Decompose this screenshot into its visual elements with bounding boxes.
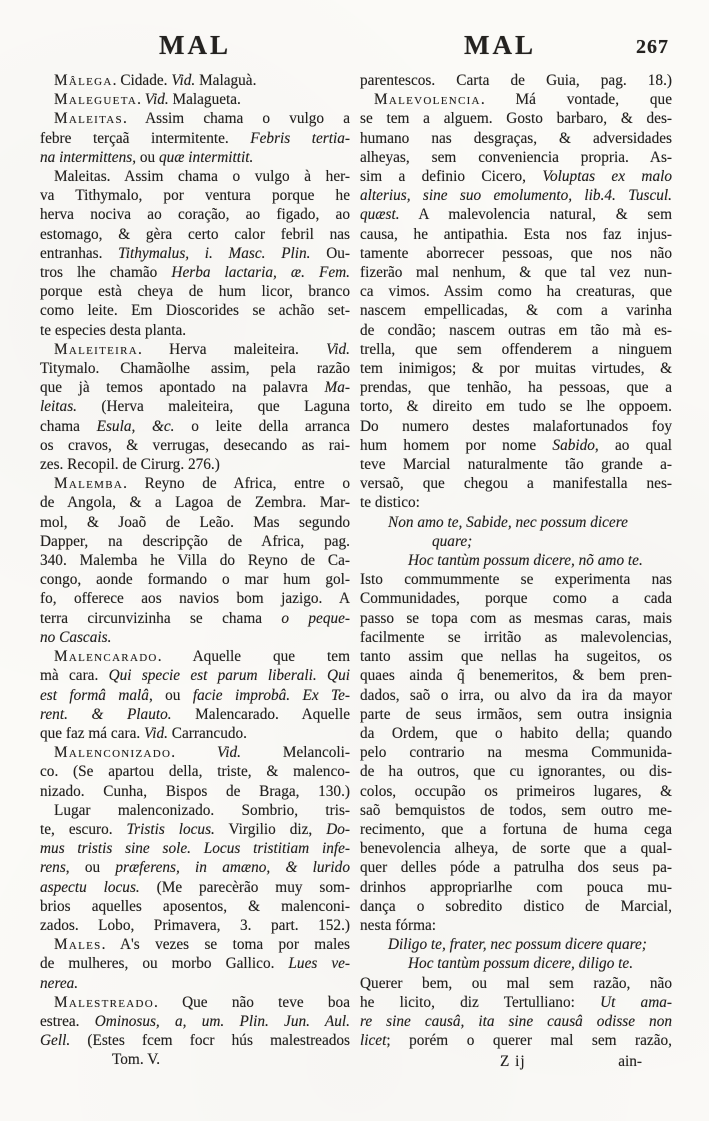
text-line: aspectu locus. (Me parecèrão muy som- (40, 878, 350, 896)
text-line: Malegueta. Vid. Malagueta. (54, 91, 241, 109)
text-line: tros lhe chamão Herba lactaria, æ. Fem. (40, 264, 350, 282)
text-line: no Cascais. (40, 628, 112, 646)
text-line: porque està cheya de hum licor, branco (40, 283, 350, 301)
text-line: Non amo te, Sabide, nec possum dicere (388, 513, 628, 531)
text-line: Maleitas. Assim chama o vulgo a (54, 110, 350, 128)
text-line: nesta fórma: (360, 916, 437, 934)
text-line: congo, aonde formando o mar hum gol- (40, 571, 350, 589)
text-line: brios aquelles aposentos, & malenconi- (40, 897, 350, 915)
signature-mark: Z ij (500, 1053, 526, 1070)
text-line: te, escuro. Tristis locus. Virgilio diz, Do- (40, 820, 350, 838)
text-line: saõ bemquistos de todos, sem outro me- (360, 801, 672, 819)
text-line: de mulheres, ou morbo Gallico. Lues ve- (40, 955, 350, 973)
text-line: co. (Se apartou della, triste, & malenco- (40, 763, 350, 781)
text-line: de Angola, & a Lagoa de Zembra. Mar- (40, 494, 350, 512)
text-line: nascem empellicadas, & com a varinha (360, 302, 672, 320)
text-line: tamente aborrecer pessoas, que nos não (360, 244, 672, 262)
text-line: Malemba. Reyno de Africa, entre o (54, 475, 350, 493)
text-line: mus tristis sine sole. Locus tristitiam infe- (40, 840, 350, 858)
text-line: drinhos appropriarlhe com pouca mu- (360, 878, 672, 896)
text-line: que faz má cara. Vid. Carrancudo. (40, 724, 247, 742)
text-line: est formâ malâ, ou facie improbâ. Ex Te- (40, 686, 350, 704)
text-line: te especies desta planta. (40, 321, 187, 339)
text-line: fo, offerece aos navios bom jazigo. A (40, 590, 350, 608)
text-line: entranhas. Tithymalus, i. Masc. Plin. Ou- (40, 244, 350, 262)
text-line: leitas. (Herva maleiteira, que Laguna (40, 398, 350, 416)
text-line: rent. & Plauto. Malencarado. Aquelle (40, 705, 351, 723)
text-line: parte de seus irmãos, sem outra insignia (360, 705, 672, 723)
text-line: ca vimos. Assim como ha creaturas, que (360, 283, 672, 301)
text-line: quare; (432, 532, 473, 550)
text-line: Hoc tantùm possum dicere, nõ amo te. (408, 552, 643, 570)
text-line: hum homem por nome Sabido, ao qual (360, 436, 672, 454)
text-line: trella, que sem offenderem a ninguem (360, 340, 672, 358)
text-line: dados, saõ o irra, ou alvo da ira da mayor (360, 686, 672, 704)
right-column-footer (360, 1052, 672, 1071)
text-line: que jà temos apontado na palavra Ma- (40, 379, 350, 397)
text-line: tem inimigos; & por muitas virtudes, & (360, 360, 672, 378)
text-line: Gell. (Estes fcem focr hús malestreados (40, 1032, 350, 1050)
text-line: licet; porém o querer mal sem razão, (360, 1032, 672, 1050)
text-line: zados. Lobo, Primavera, 3. part. 152.) (40, 916, 350, 934)
right-column (360, 71, 672, 1050)
text-line: Do numero destes malafortunados foy (360, 417, 672, 435)
text-line: chama Esula, &c. o leite della arranca (40, 417, 351, 435)
text-line: Hoc tantùm possum dicere, diligo te. (408, 955, 634, 973)
text-line: Malencarado. Aquelle que tem (54, 648, 350, 666)
text-line: quæst. A malevolencia natural, & sem (360, 206, 672, 224)
text-line: nerea. (40, 974, 79, 992)
text-line: quer delles póde a patrulha dos seus pa- (360, 859, 672, 877)
text-line: va Tithymalo, por ventura porque he (40, 187, 350, 205)
text-line: nizado. Cunha, Bispos de Braga, 130.) (40, 782, 350, 800)
running-title-left: MAL (159, 30, 231, 60)
text-line: mà cara. Qui specie est parum liberali. Qui (40, 667, 350, 685)
text-line: Dapper, na descripção de Africa, pag. (40, 532, 350, 550)
text-line: quaes ainda q̃ benemeritos, & bem pren- (360, 667, 672, 685)
text-line: Maleiteira. Herva maleiteira. Vid. (54, 340, 350, 358)
text-line: versaõ, que chegou a manifestalla nes- (360, 475, 672, 493)
text-line: causa, he antipathia. Esta nos faz injus- (360, 225, 672, 243)
text-line: re sine causâ, ita sine causâ odisse non (360, 1012, 672, 1030)
text-line: estomago, & gèra certo calor febril nas (40, 225, 350, 243)
text-line: teve Marcial naturalmente tão grande a- (360, 456, 672, 474)
text-line: febre terçaã intermitente. Febris tertia- (40, 129, 350, 147)
text-line: Diligo te, frater, nec possum dicere quare; (388, 936, 647, 954)
text-line: os cravos, & verrugas, desecando as rai- (40, 436, 350, 454)
text-line: te distico: (360, 494, 420, 512)
text-line: Maleitas. Assim chama o vulgo à her- (54, 168, 350, 186)
catchword: ain- (618, 1053, 642, 1070)
text-line: Malestreado. Que não teve boa (54, 993, 350, 1011)
text-line: pelo contrario na mesma Communida- (360, 744, 672, 762)
text-line: zes. Recopil. de Cirurg. 276.) (40, 456, 220, 474)
text-line: Males. A's vezes se toma por males (54, 936, 350, 954)
text-line: parentescos. Carta de Guia, pag. 18.) (360, 72, 672, 89)
text-line: facilmente se irritão as malevolencias, (360, 628, 672, 646)
text-line: Tom. V. (112, 1051, 161, 1069)
text-line: Querer bem, ou mal sem razão, não (360, 974, 672, 992)
text-line: torto, & direito em tudo se lhe oppoem. (360, 398, 672, 416)
text-line: prendas, que tenhão, ha pessoas, que a (360, 379, 672, 397)
text-line: dança o sobredito distico de Marcial, (360, 897, 672, 915)
text-line: Malenconizado. Vid. Melancoli- (54, 744, 350, 762)
text-line: rens, ou præferens, in amæno, & lurido (40, 859, 350, 877)
text-line: de condão; nascem outras em tão mà es- (360, 321, 672, 339)
text-line: colos, occupão os primeiros lugares, & (360, 782, 672, 800)
text-line: tanto assim que nellas ha sugeitos, os (360, 648, 672, 666)
text-line: Communidades, porque como a cada (360, 590, 672, 608)
text-line: de ha outros, que cu ignorantes, ou dis- (360, 763, 672, 781)
page-number: 267 (636, 36, 669, 58)
text-line: Mâlega. Cidade. Vid. Malaguà. (54, 72, 257, 89)
text-line: passo se topa com as mesmas caras, mais (360, 609, 672, 627)
text-line: sim a definio Cicero, Voluptas ex malo (360, 168, 672, 186)
text-line: como leite. Em Dioscorides se achão set- (40, 302, 350, 320)
text-line: Malevolencia. Má vontade, que (374, 91, 672, 109)
text-line: humano nas desgraças, & adversidades (360, 129, 672, 147)
left-column (40, 71, 350, 1070)
text-line: terra circunvizinha se chama o peque- (40, 609, 351, 627)
text-line: estrea. Ominosus, a, um. Plin. Jun. Aul. (40, 1012, 350, 1030)
text-line: fizerão mal nenhum, & que tal vez nun- (360, 264, 672, 282)
text-line: se tem a alguem. Gosto barbaro, & des- (360, 110, 672, 128)
text-line: Isto commummente se experimenta nas (360, 571, 672, 589)
running-title-right: MAL (464, 30, 536, 60)
text-line: mol, & Joaõ de Leão. Mas segundo (40, 513, 350, 531)
text-line: da Ordem, que o habito della; quando (360, 724, 672, 742)
text-line: alterius, sine suo emolumento, lib.4. Tuscul. (360, 187, 672, 205)
text-line: benevolencia alheya, de sorte que a qual- (360, 840, 672, 858)
text-line: recimento, que a fortuna de huma cega (360, 820, 672, 838)
text-line: alheyas, sem conveniencia propria. As- (360, 148, 672, 166)
text-line: he licito, diz Tertulliano: Ut ama- (360, 993, 672, 1011)
text-line: herva nociva ao coração, ao figado, ao (40, 206, 350, 224)
text-line: Titymalo. Chamãolhe assim, pela razão (40, 360, 350, 378)
text-line: Lugar malenconizado. Sombrio, tris- (54, 801, 350, 819)
text-line: na intermittens, ou quæ intermittit. (40, 148, 254, 166)
text-line: 340. Malemba he Villa do Reyno de Ca- (40, 552, 350, 570)
